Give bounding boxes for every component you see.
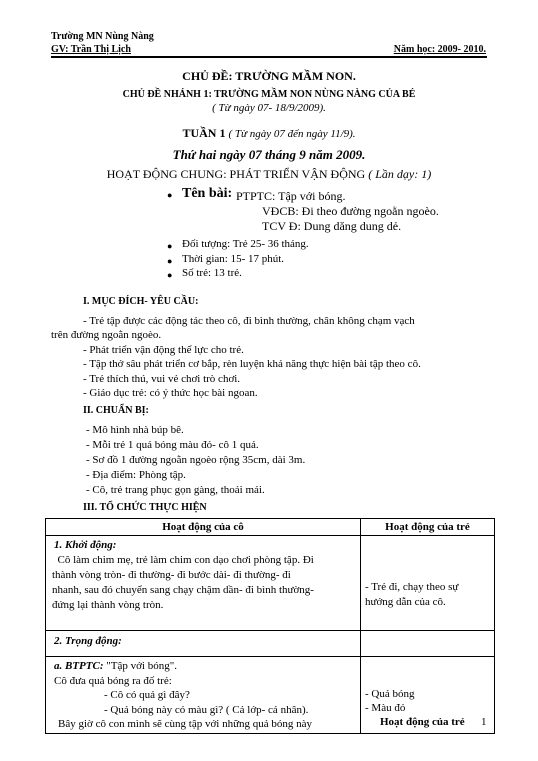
bullet-icon: ●	[167, 241, 173, 251]
school-year: Năm học: 2009- 2010.	[393, 44, 486, 55]
warmup-title: 1. Khởi động:	[54, 539, 117, 551]
subtopic-dates: ( Từ ngày 07- 18/9/2009).	[212, 102, 326, 114]
topic-title: CHỦ ĐỀ: TRƯỜNG MẦM NON.	[182, 69, 356, 83]
exercise-label: a. BTPTC:	[54, 660, 104, 672]
warmup-child-cell	[361, 536, 495, 631]
bullet-icon: ●	[167, 256, 173, 266]
table-header-row	[46, 519, 495, 536]
activity-line	[0, 167, 538, 182]
child-response: - Màu đỏ	[365, 702, 406, 714]
lesson-name-line: VĐCB: Đi theo đường ngoằn ngoèo.	[262, 204, 439, 218]
week-line	[0, 126, 538, 141]
warmup-line: thành vòng tròn- đi thường- đi bước dài- đi thường- đi	[52, 569, 291, 581]
child-response: - Quả bóng	[365, 688, 415, 700]
table-row	[46, 631, 495, 657]
exercise-title	[54, 659, 360, 674]
activity-note: ( Lần dạy: 1)	[368, 167, 432, 181]
week-label: TUẦN 1	[182, 126, 226, 140]
warmup-line: đứng lại thành vòng tròn.	[52, 599, 164, 611]
preparation-line: - Cô, trẻ trang phục gọn gàng, thoải mái.	[86, 484, 265, 496]
objective-line: trên đường ngoằn ngoèo.	[51, 329, 162, 341]
lesson-name-line: TCV Đ: Dung dăng dung dẻ.	[262, 219, 402, 233]
exercise-line: Cô đưa quả bóng ra đố trẻ:	[54, 674, 172, 687]
lesson-name-line: PTPTC: Tập với bóng.	[236, 189, 346, 203]
warmup-line: Cô làm chim mẹ, trẻ làm chim con dạo chơi phòng tập. Đi	[52, 554, 314, 566]
bullet-icon: ●	[167, 190, 173, 200]
exercise-line: - Cô có quả gì đây?	[104, 689, 190, 701]
warmup-cell	[46, 536, 361, 631]
exercise-quote: "Tập với bóng".	[103, 660, 177, 672]
objective-line: - Trẻ thích thú, vui vẻ chơi trò chơi.	[83, 373, 241, 385]
objective-line: - Phát triển vận động thể lực cho trẻ.	[83, 344, 244, 356]
school-name: Trường MN Nùng Nàng	[51, 31, 154, 42]
preparation-line: - Mỗi trẻ 1 quả bóng màu đỏ- cô 1 quả.	[86, 439, 259, 451]
exercise-cell	[46, 657, 361, 734]
section-heading: I. MỤC ĐÍCH- YÊU CẦU:	[83, 296, 199, 307]
column-header-teacher: Hoạt động của cô	[46, 519, 361, 536]
objective-line: - Giáo dục trẻ: có ý thức học bài ngoan.	[83, 387, 258, 399]
section-heading: II. CHUẨN BỊ:	[83, 405, 149, 416]
main-section-cell	[46, 631, 361, 657]
table-row	[46, 536, 495, 631]
warmup-line: nhanh, sau đó chuyển sang chạy chậm dần- đi bình thường-	[52, 584, 314, 596]
child-response: hướng dẫn của cô.	[365, 596, 446, 608]
table-row	[46, 657, 495, 734]
day-title: Thứ hai ngày 07 tháng 9 năm 2009.	[172, 147, 366, 162]
bullet-icon: ●	[167, 270, 173, 280]
objective-line: - Trẻ tập được các động tác theo cô, đi bình thường, chân không chạm vạch	[83, 315, 415, 327]
child-response: - Trẻ đi, chạy theo sự	[365, 581, 459, 593]
exercise-line: Bây giờ cô con mình sẽ cùng tập với những quả bóng này	[58, 718, 313, 730]
week-dates: ( Từ ngày 07 đến ngày 11/9).	[228, 128, 356, 140]
exercise-line: - Quả bóng này có màu gì? ( Cả lớp- cá nhân).	[104, 703, 309, 716]
column-header-child: Hoạt động của trẻ	[361, 519, 495, 536]
main-section-child-cell	[361, 631, 495, 657]
repeated-child-header: Hoạt động của trẻ	[380, 716, 465, 728]
activity-table	[45, 518, 495, 734]
subtopic-title: CHỦ ĐỀ NHÁNH 1: TRƯỜNG MẦM NON NÙNG NÀNG CỦA BÉ	[122, 89, 416, 100]
section-heading: III. TỔ CHỨC THỰC HIỆN	[83, 502, 207, 513]
lesson-name-label: Tên bài:	[182, 186, 233, 201]
activity-label: HOẠT ĐỘNG CHUNG: PHÁT TRIỂN VẬN ĐỘNG	[106, 167, 366, 181]
lesson-detail: Đối tượng: Trẻ 25- 36 tháng.	[182, 238, 309, 250]
page-number: 1	[481, 716, 487, 728]
exercise-child-cell	[361, 657, 495, 734]
preparation-line: - Mô hình nhà búp bê.	[86, 424, 184, 436]
teacher-name: GV: Trần Thị Lịch	[51, 44, 131, 55]
lesson-detail: Số trẻ: 13 trẻ.	[182, 267, 242, 279]
main-section-title: 2. Trọng động:	[54, 635, 122, 647]
header-rule	[51, 56, 487, 58]
preparation-line: - Sơ đồ 1 đường ngoằn ngoèo rộng 35cm, dài 3m.	[86, 454, 306, 466]
preparation-line: - Địa điểm: Phòng tập.	[86, 469, 186, 481]
lesson-detail: Thời gian: 15- 17 phút.	[182, 253, 285, 265]
objective-line: - Tập thở sâu phát triển cơ bắp, rèn luyện khả năng thực hiện bài tập theo cô.	[83, 358, 421, 370]
